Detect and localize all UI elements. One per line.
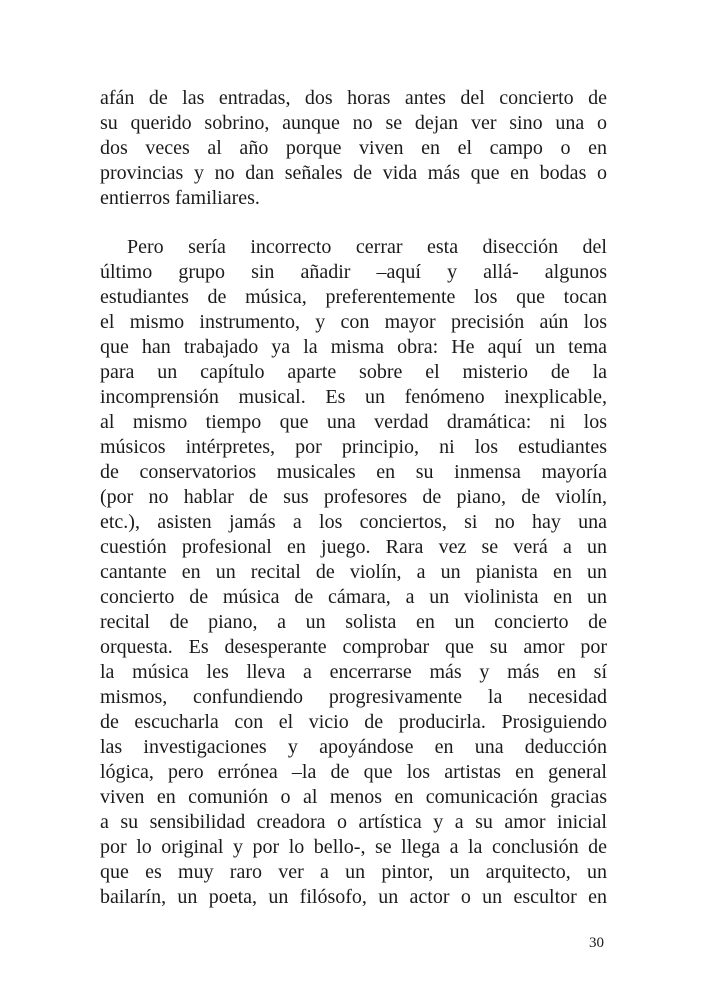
- text-line: recital de piano, a un solista en un concierto de: [100, 611, 607, 633]
- text-line: las investigaciones y apoyándose en una deducción: [100, 736, 607, 758]
- paragraph: [100, 235, 607, 910]
- text-line: de escucharla con el vicio de producirla. Prosiguiendo: [100, 711, 607, 733]
- text-line: cantante en un recital de violín, a un pianista en un: [100, 561, 607, 583]
- text-line: viven en comunión o al menos en comunicación gracias: [100, 786, 607, 808]
- text-line: orquesta. Es desesperante comprobar que su amor por: [100, 636, 607, 658]
- text-line: la música les lleva a encerrarse más y más en sí: [100, 661, 607, 683]
- text-line: (por no hablar de sus profesores de piano, de violín,: [100, 486, 607, 508]
- text-line: mismos, confundiendo progresivamente la necesidad: [100, 686, 607, 708]
- page-number: 30: [589, 935, 604, 951]
- text-line: por lo original y por lo bello-, se llega a la conclusión de: [100, 836, 607, 858]
- text-line: al mismo tiempo que una verdad dramática: ni los: [100, 411, 607, 433]
- paragraph: [100, 86, 607, 211]
- text-line: que han trabajado ya la misma obra: He aquí un tema: [100, 336, 607, 358]
- text-line: para un capítulo aparte sobre el misterio de la: [100, 361, 607, 383]
- text-line: etc.), asisten jamás a los conciertos, si no hay una: [100, 511, 607, 533]
- text-line: provincias y no dan señales de vida más que en bodas o: [100, 162, 607, 184]
- text-block: [100, 86, 607, 910]
- text-line: dos veces al año porque viven en el campo o en: [100, 137, 607, 159]
- text-line: de conservatorios musicales en su inmensa mayoría: [100, 461, 607, 483]
- text-line: lógica, pero errónea –la de que los artistas en general: [100, 761, 607, 783]
- text-line: entierros familiares.: [100, 187, 260, 209]
- text-line: bailarín, un poeta, un filósofo, un actor o un escultor en: [100, 886, 607, 908]
- text-line: músicos intérpretes, por principio, ni los estudiantes: [100, 436, 607, 458]
- text-line: cuestión profesional en juego. Rara vez se verá a un: [100, 536, 607, 558]
- text-line: a su sensibilidad creadora o artística y a su amor inicial: [100, 811, 607, 833]
- text-line: afán de las entradas, dos horas antes del concierto de: [100, 87, 607, 109]
- text-line: concierto de música de cámara, a un violinista en un: [100, 586, 607, 608]
- text-line: que es muy raro ver a un pintor, un arquitecto, un: [100, 861, 607, 883]
- text-line: incomprensión musical. Es un fenómeno inexplicable,: [100, 386, 607, 408]
- text-line: Pero sería incorrecto cerrar esta disección del: [127, 236, 607, 258]
- text-line: su querido sobrino, aunque no se dejan ver sino una o: [100, 112, 607, 134]
- text-line: último grupo sin añadir –aquí y allá- algunos: [100, 261, 607, 283]
- text-line: el mismo instrumento, y con mayor precisión aún los: [100, 311, 607, 333]
- text-line: estudiantes de música, preferentemente los que tocan: [100, 286, 607, 308]
